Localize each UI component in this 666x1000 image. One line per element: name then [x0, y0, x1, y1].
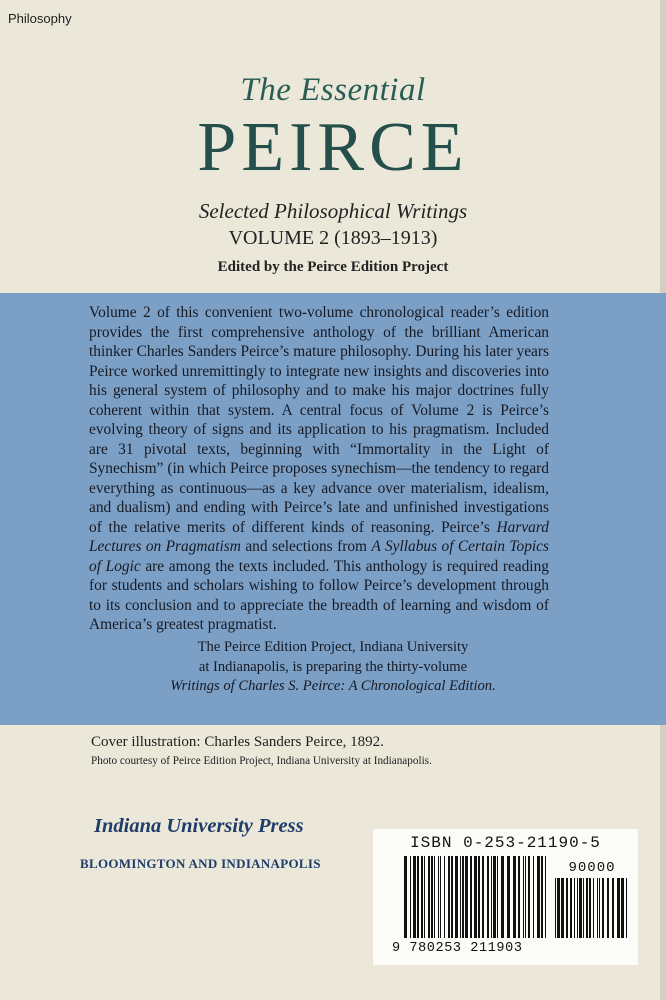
- barcode-bar: [440, 856, 441, 938]
- cover-illustration-credit: Cover illustration: Charles Sanders Peirce, 1892.: [91, 734, 384, 750]
- barcode-bar: [579, 878, 582, 938]
- barcode-bar: [525, 856, 526, 938]
- barcode-bar: [607, 878, 609, 938]
- barcode-bar: [597, 878, 598, 938]
- ean-barcode: [404, 856, 546, 938]
- category-label: Philosophy: [8, 11, 72, 26]
- publisher-city: BLOOMINGTON AND INDIANAPOLIS: [80, 856, 321, 871]
- barcode-bar: [462, 856, 464, 938]
- barcode-bar: [617, 878, 620, 938]
- barcode-bar: [465, 856, 468, 938]
- barcode-bar: [621, 878, 624, 938]
- barcode-bar: [493, 856, 496, 938]
- description-text: [89, 303, 549, 635]
- barcode-bar: [470, 856, 472, 938]
- barcode-bar: [431, 856, 433, 938]
- description-part-3: are among the texts included. This anthology is required reading for students and scholars wishing to follow Peirce’s development through to its conclusion and to appreciate the breadth of learning and wisdom of America’s greatest pragmatist.: [89, 557, 549, 633]
- barcode-bar: [574, 878, 575, 938]
- barcode-bar: [593, 878, 594, 938]
- barcode-bar: [455, 856, 458, 938]
- barcode-bar: [438, 856, 439, 938]
- addon-number: 90000: [568, 860, 616, 876]
- barcode-bar: [417, 856, 419, 938]
- barcode-bar: [612, 878, 614, 938]
- edition-note-line-3: Writings of Charles S. Peirce: A Chronological Edition.: [170, 678, 496, 694]
- volume-info: VOLUME 2 (1893–1913): [228, 227, 438, 249]
- work-title-harvard-lectures: Harvard Lectures on Pragmatism: [89, 518, 549, 555]
- barcode-bar: [583, 878, 584, 938]
- edition-note-line-1: The Peirce Edition Project, Indiana University: [197, 639, 469, 655]
- barcode-bar: [410, 856, 411, 938]
- barcode-bar: [561, 878, 564, 938]
- barcode-bar: [487, 856, 489, 938]
- description-part-1: Volume 2 of this convenient two-volume chronological reader’s edition provides the first comprehensive anthology of the brilliant American thinker Charles Sanders Peirce’s mature philosophy. During his later years Peirce worked unremittingly to integrate new insights and discoveries into his general system of philosophy and to make his major doctrines fully coherent within that system. A central focus of Volume 2 is Peirce’s evolving theory of signs and its application to his pragmatism. Included are 31 pivotal texts, beginning with “Immortality in the Light of Synechism” (in which Peirce proposes synechism—the tendency to regard everything as continuous—as a key advance over materialism, idealism, and dualism) and ending with Peirce’s late and unfinished investigations of the relative merits of different kinds of reasoning. Peirce’s: [89, 304, 549, 536]
- barcode-bar: [586, 878, 588, 938]
- barcode-bar: [497, 856, 498, 938]
- photo-credit: Photo courtesy of Peirce Edition Project, Indiana University at Indianapolis.: [91, 755, 432, 767]
- barcode-bar: [523, 856, 524, 938]
- barcode-bar: [434, 856, 435, 938]
- barcode-bar: [428, 856, 430, 938]
- barcode-bar: [451, 856, 453, 938]
- barcode-bar: [518, 856, 520, 938]
- barcode-bar: [602, 878, 604, 938]
- barcode-bar: [482, 856, 484, 938]
- barcode-bar: [413, 856, 416, 938]
- barcode-bar: [599, 878, 600, 938]
- ean-number: 9 780253 211903: [392, 941, 523, 956]
- barcode-bar: [570, 878, 572, 938]
- barcode-bar: [537, 856, 540, 938]
- edition-note: [0, 638, 666, 697]
- barcode-bar: [444, 856, 445, 938]
- barcode-bar: [533, 856, 534, 938]
- barcode-bar: [541, 856, 543, 938]
- barcode-bar: [501, 856, 504, 938]
- barcode-bar: [589, 878, 591, 938]
- barcode-bar: [424, 856, 425, 938]
- barcode-bar: [577, 878, 578, 938]
- book-subtitle: Selected Philosophical Writings: [198, 199, 468, 223]
- barcode-bar: [507, 856, 510, 938]
- barcode-bar: [474, 856, 477, 938]
- edition-note-line-2: at Indianapolis, is preparing the thirty-volume: [198, 658, 468, 675]
- barcode-bar: [555, 878, 556, 938]
- barcode-bar: [557, 878, 560, 938]
- barcode-bar: [421, 856, 423, 938]
- title-prefix: The Essential: [240, 72, 426, 108]
- barcode-bar: [448, 856, 450, 938]
- barcode-bar: [460, 856, 461, 938]
- isbn-label: ISBN 0-253-21190-5: [410, 834, 601, 852]
- publisher-name: Indiana University Press: [94, 815, 304, 837]
- work-title-syllabus: A Syllabus of Certain Topics of Logic: [89, 538, 549, 575]
- barcode-bar: [528, 856, 530, 938]
- barcode-bar: [545, 856, 546, 938]
- barcode-bar: [566, 878, 568, 938]
- book-title: PEIRCE: [197, 109, 469, 186]
- description-part-2: and selections from: [240, 538, 372, 555]
- barcode-bar: [626, 878, 627, 938]
- addon-barcode: [555, 878, 629, 938]
- barcode-bar: [404, 856, 407, 938]
- barcode-bar: [513, 856, 516, 938]
- editor-credit: Edited by the Peirce Edition Project: [217, 259, 449, 275]
- barcode-bar: [478, 856, 480, 938]
- barcode-bar: [491, 856, 492, 938]
